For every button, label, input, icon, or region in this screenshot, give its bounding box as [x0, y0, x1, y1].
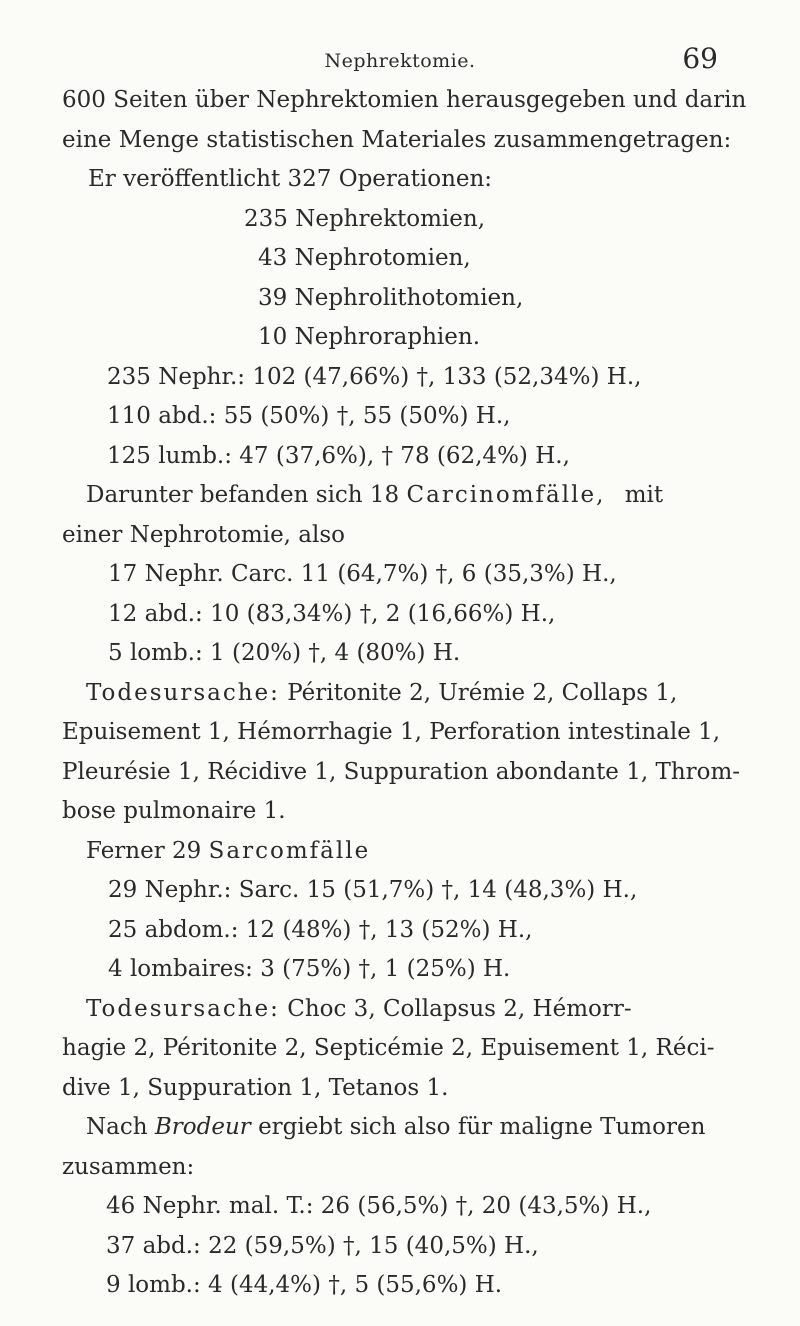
- statistics-line: 125 lumb.: 47 (37,6%), † 78 (62,4%) H.,: [107, 443, 570, 469]
- spaced-term: Carcinomfälle,: [406, 482, 606, 508]
- text-line: [86, 480, 663, 510]
- statistics-line: 9 lomb.: 4 (44,4%) †, 5 (55,6%) H.: [106, 1272, 503, 1298]
- text-line: 600 Seiten über Nephrektomien herausgegeben und darin: [62, 87, 747, 113]
- text-span: Nach: [86, 1114, 148, 1140]
- text-span: Péritonite 2, Urémie 2, Collaps 1,: [287, 680, 678, 706]
- list-item: 235 Nephrektomien,: [244, 206, 486, 232]
- statistics-line: 5 lomb.: 1 (20%) †, 4 (80%) H.: [108, 640, 461, 666]
- text-line: [86, 678, 677, 708]
- text-line: [86, 994, 632, 1024]
- text-span: mit: [624, 482, 664, 508]
- running-title: Nephrektomie.: [324, 50, 476, 72]
- text-span: ergiebt sich also für maligne Tumoren: [258, 1114, 706, 1140]
- text-line: eine Menge statistischen Materiales zusammengetragen:: [62, 127, 732, 153]
- list-item: 43 Nephrotomien,: [258, 245, 471, 271]
- text-line: Pleurésie 1, Récidive 1, Suppuration abondante 1, Throm-: [62, 759, 741, 785]
- spaced-term: Todesursache:: [86, 996, 280, 1022]
- spaced-term: Todesursache:: [86, 680, 280, 706]
- statistics-line: 37 abd.: 22 (59,5%) †, 15 (40,5%) H.,: [106, 1233, 539, 1259]
- statistics-line: 46 Nephr. mal. T.: 26 (56,5%) †, 20 (43,5%) H.,: [106, 1193, 652, 1219]
- text-span: Darunter befanden sich 18: [86, 482, 400, 508]
- text-line: bose pulmonaire 1.: [62, 798, 286, 824]
- text-line: zusammen:: [62, 1154, 195, 1180]
- statistics-line: 29 Nephr.: Sarc. 15 (51,7%) †, 14 (48,3%) H.,: [108, 877, 638, 903]
- statistics-line: 12 abd.: 10 (83,34%) †, 2 (16,66%) H.,: [108, 601, 556, 627]
- statistics-line: 17 Nephr. Carc. 11 (64,7%) †, 6 (35,3%) H.,: [108, 561, 617, 587]
- text-span: Ferner 29: [86, 838, 202, 864]
- statistics-line: 25 abdom.: 12 (48%) †, 13 (52%) H.,: [108, 917, 533, 943]
- text-line: Epuisement 1, Hémorrhagie 1, Perforation intestinale 1,: [62, 719, 721, 745]
- text-line: hagie 2, Péritonite 2, Septicémie 2, Epuisement 1, Réci-: [62, 1035, 715, 1061]
- text-line: [86, 1112, 705, 1142]
- statistics-line: 4 lombaires: 3 (75%) †, 1 (25%) H.: [108, 956, 511, 982]
- statistics-line: 110 abd.: 55 (50%) †, 55 (50%) H.,: [107, 403, 511, 429]
- text-line: Er veröffentlicht 327 Operationen:: [88, 166, 493, 192]
- page-number: 69: [682, 42, 718, 75]
- text-span: Choc 3, Collapsus 2, Hémorr-: [287, 996, 632, 1022]
- text-line: [86, 836, 370, 866]
- spaced-term: Sarcomfälle: [208, 838, 371, 864]
- author-name: Brodeur: [154, 1114, 251, 1140]
- list-item: 39 Nephrolithotomien,: [258, 285, 524, 311]
- text-line: einer Nephrotomie, also: [62, 522, 346, 548]
- text-line: dive 1, Suppuration 1, Tetanos 1.: [62, 1075, 449, 1101]
- list-item: 10 Nephroraphien.: [258, 324, 481, 350]
- statistics-line: 235 Nephr.: 102 (47,66%) †, 133 (52,34%) H.,: [107, 364, 642, 390]
